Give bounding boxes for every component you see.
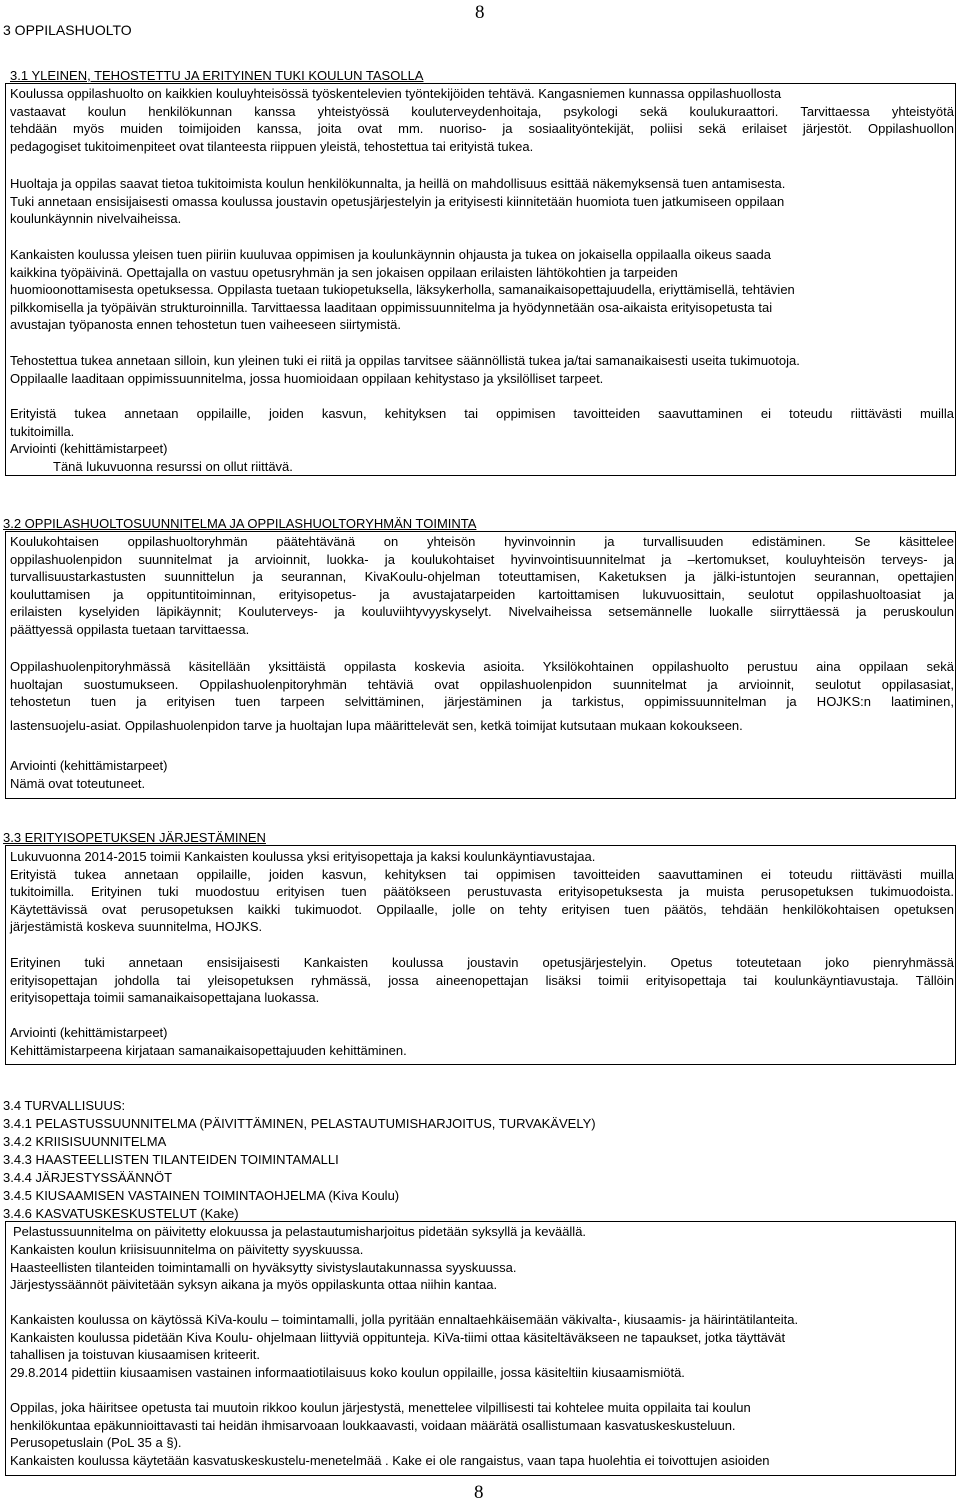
text-line: Perusopetuslain (PoL 35 a §). <box>10 1435 182 1451</box>
s32-paragraph-2 <box>10 658 954 734</box>
text-line: oppilashuolenpidon suunnitelmat ja arvioinnit, luokka- ja koulukohtaiset hyvinvointisuunnitelmat ja –kertomukset, kouluyhteisön terveys- ja <box>10 551 954 567</box>
section-3-3-title: 3.3 ERITYISOPETUKSEN JÄRJESTÄMINEN <box>3 830 266 845</box>
text-line: koulunkäynnin nivelvaiheissa. <box>10 211 182 227</box>
text-line: Oppilaalle laaditaan oppimissuunnitelma, jossa huomioidaan oppilaan kehitystaso ja yksilölliset tarpeet. <box>10 370 604 386</box>
s33-paragraph-1 <box>10 848 954 936</box>
text-line: Huoltaja ja oppilas saavat tietoa tukitoimista koulun henkilökunnalta, ja heillä on mahdollisuus esittää näkemyksensä tuen antamisesta. <box>10 176 786 191</box>
chapter-heading: 3 OPPILASHUOLTO <box>3 22 132 38</box>
s34-paragraph-2 <box>10 1311 956 1381</box>
evaluation-label: Arviointi (kehittämistarpeet) <box>10 441 168 457</box>
text-line: erilaisten kyselyiden läpikäynnit; Kouluterveys- ja kouluviihtyvyyskyselyt. Nivelvaiheissa setsemännelle luokalle siirryttäessä ja peruskoulun <box>10 604 954 620</box>
text-line: Kankaisten koulussa on käytössä KiVa-koulu – toimintamalli, jolla pyritään ennaltaehkäisemään väkivalta-, kiusaamis- ja häirintätilanteita. <box>10 1312 799 1327</box>
text-line: tukitoimilla. Erityinen tuki muodostuu erityisen tuen päätökseen perustuvasta erityisopetuksesta ja muista perusopetuksen tukimuodoista. <box>10 884 954 900</box>
text-line: Kankaisten koulussa käytetään kasvatuskeskustelu-menetelmää . Kake ei ole rangaistus, vaan tapa huolehtia ei toivottujen asioiden <box>10 1452 770 1468</box>
text-line: Oppilashuolenpitoryhmässä käsitellään yksittäistä oppilasta koskevia asioita. Yksilökohtainen oppilashuolto perustuu aina oppilaan sekä <box>10 659 954 674</box>
text-line: Pelastussuunnitelma on päivitetty elokuussa ja pelastautumisharjoitus pidetään syksyllä ja keväällä. <box>13 1224 587 1239</box>
section-3-4-heading <box>3 1097 949 1223</box>
section-3-4-title: 3.4 TURVALLISUUS: <box>3 1098 126 1113</box>
text-line: erityisopettajan johdolla tai yleisopetuksen ryhmässä, jossa aineenopettajan lisäksi toimii erityisopettaja tai koulunkäyntiavustaja. Tällöin <box>10 972 954 988</box>
s33-evaluation <box>10 1024 954 1059</box>
text-line: Käytettävissä ovat perusopetuksen kaikki tukimuodot. Oppilaalle, jolle on tehty erityisen tuen päätös, tehdään henkilökohtaisen opetuksen <box>10 901 954 917</box>
text-line: Kankaisten koulussa yleisen tuen piiriin kuuluvaa oppimisen ja koulunkäynnin ohjausta ja tukea on jokaisella oppilaalla oikeus saada <box>10 247 771 262</box>
text-line: avustajan työpanosta ennen tehostetun tuen vaiheeseen siirtymistä. <box>10 317 401 333</box>
section-3-2-title: 3.2 OPPILASHUOLTOSUUNNITELMA JA OPPILASHUOLTORYHMÄN TOIMINTA <box>3 516 477 531</box>
text-line: pedagogiset tukitoimenpiteet ovat tilanteesta riippuen yleistä, tehostettua tai erityistä tukea. <box>10 138 534 154</box>
text-line: Haasteellisten tilanteiden toimintamalli on hyväksytty sivistyslautakunnassa syyskuussa. <box>10 1259 517 1275</box>
text-line: tahallisen ja toistuvan kiusaamisen kriteerit. <box>10 1347 261 1363</box>
subsection-item: 3.4.5 KIUSAAMISEN VASTAINEN TOIMINTAOHJELMA (Kiva Koulu) <box>3 1188 400 1203</box>
s33-paragraph-2 <box>10 954 954 1007</box>
subsection-item: 3.4.2 KRIISISUUNNITELMA <box>3 1134 167 1149</box>
text-line: pilkkomisella ja työpäivän strukturoinnilla. Tarvittaessa laaditaan oppimissuunnitelma ja hyödynnetään osa-aikaista erityisopetusta tai <box>10 299 773 315</box>
text-line: lastensuojelu-asiat. Oppilashuolenpidon tarve ja huoltajan lupa määrittelevät sen, ketkä toimijat kutsutaan mukaan kokoukseen. <box>10 717 743 733</box>
s34-paragraph-1 <box>13 1223 959 1241</box>
text-line: tukitoimilla. <box>10 423 75 439</box>
evaluation-text: Nämä ovat toteutuneet. <box>10 775 146 791</box>
text-line: kouluttamisen ja oppituntitoiminnan, erityisopetus- ja avustajatarpeiden kartoittamisen lukuvuosittain, seulotut oppilashuoltoasiat ja <box>10 586 954 602</box>
page-number-top: 8 <box>475 2 485 23</box>
evaluation-text: Kehittämistarpeena kirjataan samanaikaisopettajuuden kehittäminen. <box>10 1042 407 1058</box>
text-line: Tehostettua tukea annetaan silloin, kun yleinen tuki ei riitä ja oppilas tarvitsee säännöllistä tukea ja/tai samanaikaisesti useita tukimuotoja. <box>10 353 800 368</box>
text-line: Koulukohtaisen oppilashuoltoryhmän päätehtävänä on yhteisön hyvinvoinnin ja turvallisuuden edistäminen. Se käsittelee <box>10 534 954 549</box>
s31-paragraph-2 <box>10 175 954 228</box>
text-line: Erityistä tukea annetaan oppilaille, joiden kasvun, kehityksen tai oppimisen tavoitteiden saavuttaminen ei toteudu riittävästi muilla <box>10 866 954 882</box>
text-line: 29.8.2014 pidettiin kiusaamisen vastainen informaatiotilaisuus koko koulun oppilaille, jossa käsiteltiin kiusaamismiötä. <box>10 1364 685 1380</box>
text-line: kaikkina työpäivinä. Opettajalla on vastuu opetusryhmän ja sen jokaisen oppilaan erilaisten lähtökohtien ja tarpeiden <box>10 264 678 280</box>
text-line: Erityistä tukea annetaan oppilaille, joiden kasvun, kehityksen tai oppimisen tavoitteiden saavuttaminen ei toteudu riittävästi muilla <box>10 406 954 421</box>
text-line: Oppilas, joka häiritsee opetusta tai muutoin rikkoo koulun järjestystä, menettelee vilpillisesti tai kohtelee muita oppilaita tai koulun <box>10 1400 751 1415</box>
s32-paragraph-1 <box>10 533 954 639</box>
text-line: Koulussa oppilashuolto on kaikkien kouluyhteisössä työskentelevien työntekijöiden tehtävä. Kangasniemen kunnassa oppilashuollosta <box>10 86 782 101</box>
s31-paragraph-1 <box>10 85 954 155</box>
text-line: Kankaisten koulussa pidetään Kiva Koulu- ohjelmaan liittyviä oppitunteja. KiVa-tiimi ottaa käsiteltäväkseen ne tapaukset, jotka täyttävät <box>10 1329 786 1345</box>
text-line: Järjestyssäännöt päivitetään syksyn aikana ja myös oppilaskunta ottaa niihin kantaa. <box>10 1277 498 1293</box>
evaluation-label: Arviointi (kehittämistarpeet) <box>10 758 168 773</box>
section-3-1-title: 3.1 YLEINEN, TEHOSTETTU JA ERITYINEN TUKI KOULUN TASOLLA <box>10 68 424 83</box>
subsection-item: 3.4.1 PELASTUSSUUNNITELMA (PÄIVITTÄMINEN, PELASTAUTUMISHARJOITUS, TURVAKÄVELY) <box>3 1116 596 1131</box>
text-line: tehostetun tuen ja erityisen tuen tarpeen selvittäminen, järjestäminen ja tarkistus, oppimissuunnitelman ja HOJKS:n laatiminen, <box>10 694 954 710</box>
text-line: Tuki annetaan ensisijaisesti omassa koulussa joustavin opetusjärjestelyin ja erityisesti kiinnitetään huomiota tuen jatkumiseen oppilaan <box>10 193 785 209</box>
text-line: Erityinen tuki annetaan ensisijaisesti Kankaisten koulussa joustavin opetusjärjestelyin. Opetus toteutetaan joko pienryhmässä <box>10 955 954 970</box>
text-line: henkilökuntaa epäkunnioittavasti tai heidän ihmisarvoaan loukkaavasti, voidaan määrätä osallistumaan kasvatuskeskusteluun. <box>10 1417 736 1433</box>
page-number-bottom: 8 <box>474 1482 484 1503</box>
subsection-item: 3.4.3 HAASTEELLISTEN TILANTEIDEN TOIMINTAMALLI <box>3 1152 339 1167</box>
text-line: huomioonottamisesta opetuksessa. Oppilasta tuetaan tukiopetuksella, läksykerholla, samanaikaisopettajuudella, eriyttämisellä, tehtävien <box>10 282 795 298</box>
s34-paragraph-3 <box>10 1399 956 1469</box>
subsection-item: 3.4.4 JÄRJESTYSSÄÄNNÖT <box>3 1170 173 1185</box>
text-line: turvallisuustarkastusten suunnittelun ja seurannan, KivaKoulu-ohjelman toteuttamisen, Kaketuksen ja jälki-istuntojen seurannan, opettajien <box>10 569 954 585</box>
s31-paragraph-3 <box>10 246 954 334</box>
text-line: tehdään myös muiden toimijoiden kanssa, joita ovat mm. nuoriso- ja sosiaalityöntekijät, poliisi sekä erilaiset järjestöt. Oppilashuollon <box>10 121 954 137</box>
s34-paragraph-1b <box>10 1241 956 1294</box>
s32-evaluation <box>10 757 954 792</box>
text-line: huoltajan suostumukseen. Oppilashuolenpitoryhmän tehtäviä ovat oppilashuolenpidon suunnitelmat ja arvioinnit, seulotut oppilasasiat, <box>10 676 954 692</box>
evaluation-text: Tänä lukuvuonna resurssi on ollut riittävä. <box>53 458 293 474</box>
text-line: päättyessä oppilasta tuetaan tarvittaessa. <box>10 621 250 637</box>
text-line: Kankaisten koulun kriisisuunnitelma on päivitetty syyskuussa. <box>10 1242 364 1257</box>
s31-paragraph-5 <box>10 405 954 475</box>
text-line: Lukuvuonna 2014-2015 toimii Kankaisten koulussa yksi erityisopettaja ja kaksi koulunkäyntiavustajaa. <box>10 849 596 864</box>
evaluation-label: Arviointi (kehittämistarpeet) <box>10 1025 168 1040</box>
text-line: vastaavat koulun henkilökunnan kanssa yhteistyössä kouluterveydenhoitaja, psykologi sekä koulukuraattori. Tarvittaessa yhteistyötä <box>10 103 954 119</box>
subsection-item: 3.4.6 KASVATUSKESKUSTELUT (Kake) <box>3 1206 239 1221</box>
s31-paragraph-4 <box>10 352 954 387</box>
text-line: erityisopettaja toimii samanaikaisopettajana luokassa. <box>10 990 320 1006</box>
text-line: järjestämistä koskeva suunnitelma, HOJKS. <box>10 919 263 935</box>
